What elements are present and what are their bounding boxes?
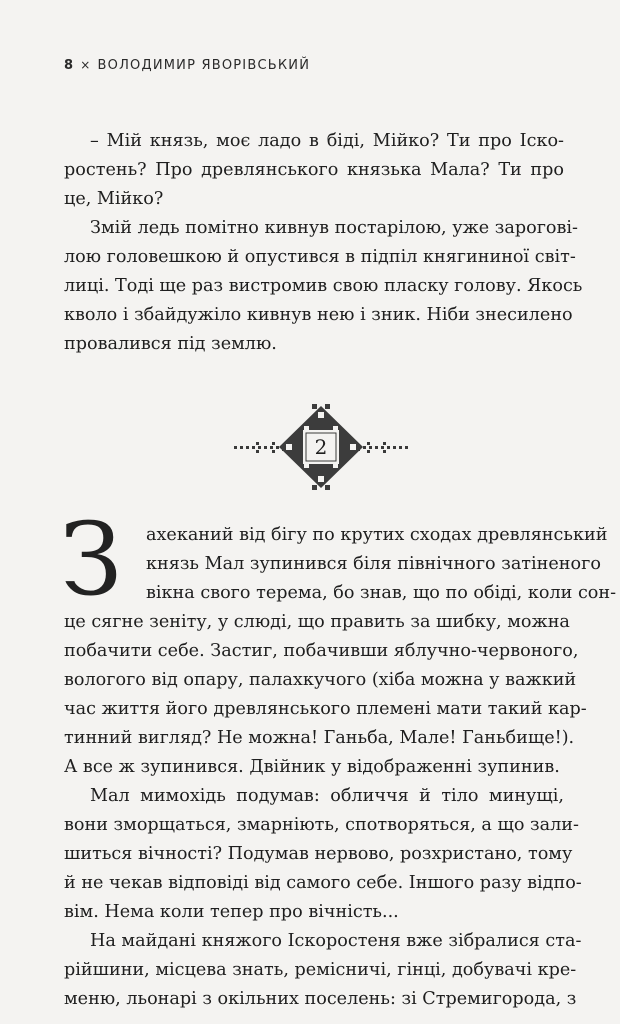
text-line: А все ж зупинився. Двійник у відображенні зупинив. xyxy=(64,757,560,777)
text-line: вони зморщаться, змарніють, спотворяться, а що зали- xyxy=(64,815,579,835)
header-separator: × xyxy=(80,58,92,72)
chapter-ornament xyxy=(232,404,410,490)
running-head xyxy=(64,58,310,73)
text-line: рійшини, місцева знать, ремісничі, гінці, добувачі кре- xyxy=(64,960,577,980)
text-line: й не чекав відповіді від самого себе. Іншого разу відпо- xyxy=(64,873,582,893)
text-line: вім. Нема коли тепер про вічність... xyxy=(64,902,399,922)
text-block-1 xyxy=(64,127,583,359)
text-line: це сягне зеніту, у слюді, що править за шибку, можна xyxy=(64,612,570,632)
text-block-2 xyxy=(64,521,617,1014)
text-line: ростень? Про древлянського князька Мала? Ти про xyxy=(64,160,564,180)
text-line: князь Мал зупинився біля північного затіненого xyxy=(146,554,601,574)
text-line: лиці. Тоді ще раз вистромив свою пласку голову. Якось xyxy=(64,276,583,296)
text-line: тинний вигляд? Не можна! Ганьба, Мале! Ганьбище!). xyxy=(64,728,575,748)
text-line: На майдані княжого Іскоростеня вже зібралися ста- xyxy=(90,931,582,951)
text-line: побачити себе. Застиг, побачивши яблучно-червоного, xyxy=(64,641,579,661)
text-line: час життя його древлянського племені мати такий кар- xyxy=(64,699,587,719)
text-line: Змій ледь помітно кивнув постарілою, уже зарогові- xyxy=(90,218,578,238)
left-dotted-border-icon xyxy=(234,442,286,453)
text-line: провалився під землю. xyxy=(64,334,277,354)
drop-cap: З xyxy=(60,501,123,618)
text-line: – Мій князь, моє ладо в біді, Мійко? Ти про Іско- xyxy=(90,131,564,151)
text-line: лою головешкою й опустився в підпіл княгининої світ- xyxy=(64,247,576,267)
text-line: кволо і збайдужіло кивнув нею і зник. Ніби знесилено xyxy=(64,305,573,325)
page-number: 8 xyxy=(64,58,75,73)
text-line: шиться вічності? Подумав нервово, розхристано, тому xyxy=(64,844,573,864)
text-line: меню, льонарі з окільних поселень: зі Стремигорода, з xyxy=(64,989,577,1009)
chapter-number: 2 xyxy=(314,435,328,459)
text-line: вологого від опару, палахкучого (хіба можна у важкий xyxy=(64,670,577,690)
right-dotted-border-icon xyxy=(356,442,408,453)
text-line: вікна свого терема, бо знав, що по обіді, коли сон- xyxy=(146,583,617,603)
text-line: це, Мійко? xyxy=(64,189,164,209)
text-line: ахеканий від бігу по крутих сходах древлянський xyxy=(146,525,608,545)
author-name: ВОЛОДИМИР ЯВОРІВСЬКИЙ xyxy=(97,58,311,73)
text-line: Мал мимохідь подумав: обличчя й тіло минущі, xyxy=(90,786,564,806)
